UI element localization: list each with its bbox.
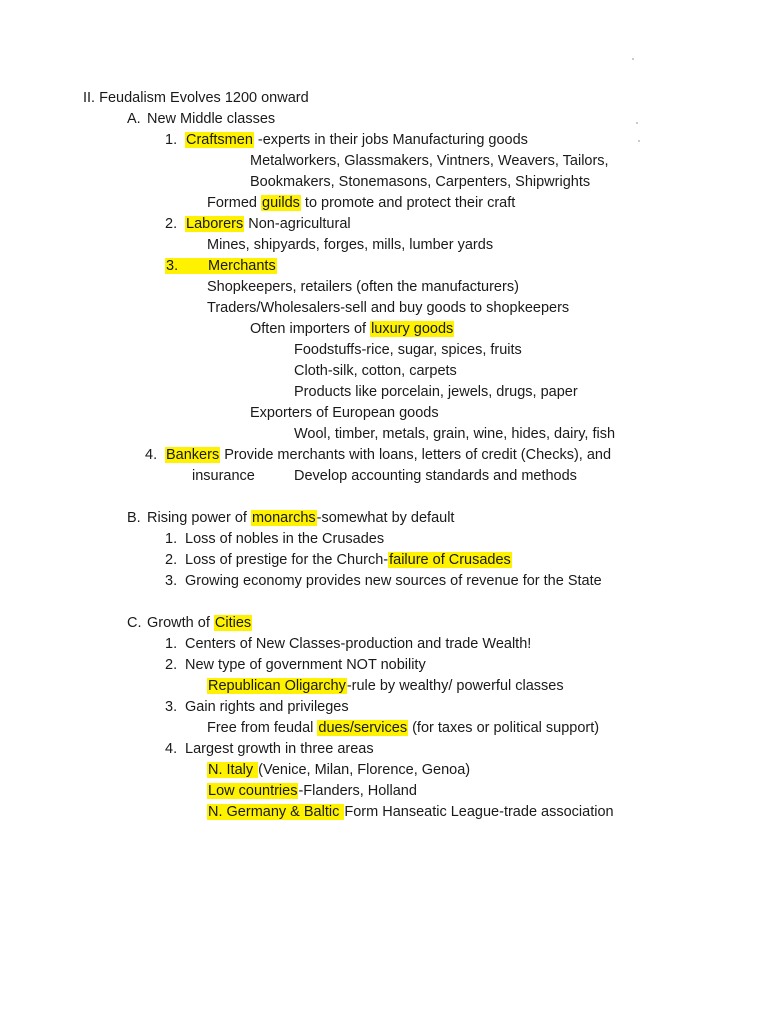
section-b-item-1: 1. Loss of nobles in the Crusades xyxy=(165,531,385,547)
scan-speck xyxy=(636,122,638,124)
exporters-line: Exporters of European goods xyxy=(250,405,439,421)
bankers-line: 4. Bankers Provide merchants with loans, letters of credit (Checks), and xyxy=(145,447,612,463)
laborers-highlight: Laborers xyxy=(186,216,244,232)
shopkeepers-line: Shopkeepers, retailers (often the manufacturers) xyxy=(207,279,519,295)
section-b-item-2: 2. Loss of prestige for the Church-failure of Crusades xyxy=(165,552,511,568)
importers-line: Often importers of luxury goods xyxy=(250,321,454,337)
bankers-highlight: Bankers xyxy=(166,447,220,463)
guilds-line: Formed guilds to promote and protect their craft xyxy=(207,195,516,211)
traders-line: Traders/Wholesalers-sell and buy goods to shopkeepers xyxy=(207,300,570,316)
section-a-label: A. xyxy=(127,111,141,127)
insurance-line: insurance xyxy=(192,468,255,484)
n-germany-baltic-highlight: N. Germany & Baltic xyxy=(208,804,344,820)
section-c-item-4: 4. Largest growth in three areas xyxy=(165,741,374,757)
cities-highlight: Cities xyxy=(214,615,252,631)
section-c-item-1: 1. Centers of New Classes-production and trade Wealth! xyxy=(165,636,532,652)
section-c-label: C. xyxy=(127,615,142,631)
section-c-item-3: 3. Gain rights and privileges xyxy=(165,699,349,715)
low-countries-highlight: Low countries xyxy=(208,783,298,799)
scan-speck xyxy=(638,140,640,142)
monarchs-highlight: monarchs xyxy=(251,510,316,526)
failure-of-crusades-highlight: failure of Crusades xyxy=(389,552,511,568)
products-line: Products like porcelain, jewels, drugs, paper xyxy=(294,384,578,400)
section-b-label: B. xyxy=(127,510,141,526)
craftsmen-line: 1. Craftsmen -experts in their jobs Manufacturing goods xyxy=(165,132,528,148)
section-a-title: New Middle classes xyxy=(147,111,276,127)
merchants-line xyxy=(165,256,277,276)
section-b-item-3: 3. Growing economy provides new sources of revenue for the State xyxy=(165,573,602,589)
accounting-line: Develop accounting standards and methods xyxy=(294,468,577,484)
italy-line: N. Italy (Venice, Milan, Florence, Genoa) xyxy=(208,762,471,778)
section-c-heading: C. Growth of Cities xyxy=(127,615,252,631)
feudal-dues-line: Free from feudal dues/services (for taxes or political support) xyxy=(207,720,600,736)
section-c-item-2: 2. New type of government NOT nobility xyxy=(165,657,426,673)
craftsmen-highlight: Craftsmen xyxy=(186,132,253,148)
guilds-highlight: guilds xyxy=(262,195,300,211)
oligarchy-line: Republican Oligarchy-rule by wealthy/ powerful classes xyxy=(208,678,564,694)
germany-baltic-line: N. Germany & Baltic Form Hanseatic League-trade association xyxy=(208,804,614,820)
merchants-highlight: 3. Merchants xyxy=(166,258,276,274)
cloth-line: Cloth-silk, cotton, carpets xyxy=(294,363,457,379)
section-b-heading: B. Rising power of monarchs-somewhat by default xyxy=(127,510,455,526)
republican-oligarchy-highlight: Republican Oligarchy xyxy=(208,678,346,694)
laborers-line: 2. Laborers Non-agricultural xyxy=(165,216,351,232)
n-italy-highlight: N. Italy xyxy=(208,762,258,778)
craftsmen-examples-2: Bookmakers, Stonemasons, Carpenters, Shipwrights xyxy=(250,174,591,190)
export-goods-line: Wool, timber, metals, grain, wine, hides, dairy, fish xyxy=(294,426,616,442)
outline-heading: II. Feudalism Evolves 1200 onward xyxy=(83,90,309,106)
foodstuffs-line: Foodstuffs-rice, sugar, spices, fruits xyxy=(294,342,522,358)
dues-services-highlight: dues/services xyxy=(318,720,408,736)
luxury-goods-highlight: luxury goods xyxy=(371,321,454,337)
scan-speck xyxy=(632,58,634,60)
craftsmen-examples-1: Metalworkers, Glassmakers, Vintners, Weavers, Tailors, xyxy=(250,153,609,169)
laborers-examples: Mines, shipyards, forges, mills, lumber yards xyxy=(207,237,494,253)
low-countries-line: Low countries-Flanders, Holland xyxy=(208,783,417,799)
section-a-heading xyxy=(127,109,275,129)
